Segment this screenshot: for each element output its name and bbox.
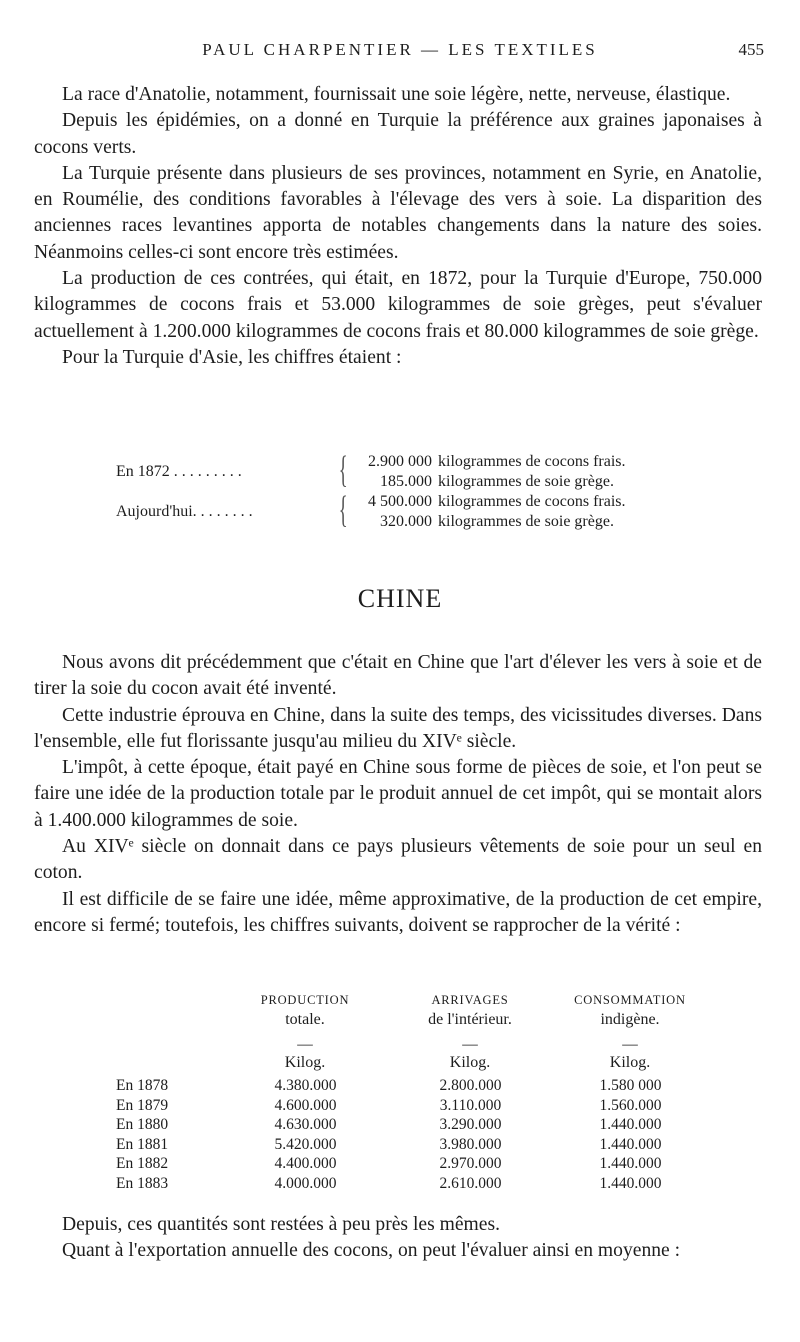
value: 4 500.000	[368, 493, 432, 510]
value-text: kilogrammes de soie grège.	[438, 473, 614, 490]
year-cell: En 1879	[116, 1096, 169, 1114]
column-caption: CONSOMMATION	[574, 993, 686, 1007]
paragraph: Depuis les épidémies, on a donné en Turquie la préférence aux graines japonaises à cocons verts.	[34, 110, 762, 158]
paragraph: La Turquie présente dans plusieurs de ses provinces, notamment en Syrie, en Anatolie, en Roumélie, des conditions favorables à l'élevage des vers à soie. La disparition des anciennes races levantines apporta de notables changements dans la nature des soies. Néanmoins celles-ci sont encore très estimées.	[34, 162, 762, 263]
column-dash: —	[297, 1036, 313, 1053]
table-row	[116, 449, 676, 492]
consommation-cell: 1.440.000	[599, 1116, 662, 1133]
consommation-cell: 1.580 000	[599, 1077, 662, 1094]
column-caption: ARRIVAGES	[431, 993, 509, 1007]
column-unit: Kilog.	[284, 1054, 326, 1071]
value-text: kilogrammes de cocons frais.	[438, 453, 626, 470]
consommation-cell: 1.440.000	[599, 1155, 662, 1172]
brace: {	[338, 489, 348, 531]
production-cell: 5.420.000	[274, 1135, 337, 1153]
intro-text	[34, 82, 762, 371]
year-cell: En 1880	[116, 1116, 169, 1133]
page-number: 455	[738, 40, 764, 59]
chine-text	[34, 650, 762, 939]
table-row	[116, 1174, 696, 1194]
section-title: CHINE	[357, 584, 443, 613]
column-header	[220, 990, 390, 1030]
brace: {	[338, 449, 348, 491]
column-dash: —	[462, 1036, 478, 1053]
production-cell: 4.400.000	[274, 1155, 337, 1172]
year-cell: En 1883	[116, 1174, 169, 1192]
paragraph: Pour la Turquie d'Asie, les chiffres étaient :	[62, 346, 402, 368]
consommation-cell: 1.560.000	[599, 1096, 662, 1114]
column-header	[385, 990, 555, 1030]
year-cell: En 1878	[116, 1077, 169, 1094]
paragraph: Nous avons dit précédemment que c'était en Chine que l'art d'élever les vers à soie et de tirer la soie du cocon avait été inventé.	[34, 652, 762, 700]
value-text: kilogrammes de soie grège.	[438, 513, 614, 530]
column-caption: PRODUCTION	[260, 993, 350, 1007]
production-cell: 4.630.000	[274, 1116, 337, 1133]
column-unit: Kilog.	[609, 1054, 651, 1071]
table-row	[116, 1135, 696, 1155]
column-unit: Kilog.	[449, 1054, 491, 1071]
paragraph: Il est difficile de se faire une idée, même approximative, de la production de cet empire, encore si fermé; toutefois, les chiffres suivants, doivent se rapprocher de la vérité :	[34, 888, 762, 936]
value: 2.900 000	[368, 453, 432, 470]
table-row	[116, 489, 676, 532]
column-subcaption: totale.	[285, 1011, 325, 1028]
arrivages-cell: 3.980.000	[439, 1135, 502, 1153]
value: 185.000	[380, 473, 432, 490]
arrivages-cell: 2.800.000	[439, 1077, 502, 1094]
table-row	[116, 1154, 696, 1174]
arrivages-cell: 2.970.000	[439, 1155, 502, 1172]
table-body	[116, 1076, 696, 1193]
table-row	[116, 1096, 696, 1116]
year-cell: En 1881	[116, 1135, 169, 1153]
production-cell: 4.380.000	[274, 1077, 337, 1094]
consommation-cell: 1.440.000	[599, 1174, 662, 1192]
column-subcaption: de l'intérieur.	[428, 1011, 512, 1028]
arrivages-cell: 3.290.000	[439, 1116, 502, 1133]
column-subcaption: indigène.	[600, 1011, 660, 1028]
paragraph: Depuis, ces quantités sont restées à peu près les mêmes.	[62, 1214, 501, 1235]
arrivages-cell: 2.610.000	[439, 1174, 502, 1192]
value-text: kilogrammes de cocons frais.	[438, 493, 626, 510]
running-title: PAUL CHARPENTIER — LES TEXTILES	[202, 40, 598, 59]
paragraph: Au XIVᵉ siècle on donnait dans ce pays plusieurs vêtements de soie pour un seul en coton.	[34, 836, 762, 884]
paragraph: L'impôt, à cette époque, était payé en Chine sous forme de pièces de soie, et l'on peut se faire une idée de la production totale par le produit annuel de cet impôt, qui se montait alors à 1.400.000 kilogrammes de soie.	[34, 757, 762, 831]
production-cell: 4.000.000	[274, 1174, 337, 1192]
row-label: En 1872 . . . . . . . . .	[116, 463, 242, 480]
column-header	[545, 990, 715, 1030]
closing-text	[34, 1212, 762, 1265]
running-header	[0, 40, 800, 64]
paragraph: La race d'Anatolie, notamment, fournissait une soie légère, nette, nerveuse, élastique.	[62, 84, 731, 105]
arrivages-cell: 3.110.000	[439, 1096, 502, 1114]
column-dash: —	[622, 1036, 638, 1053]
consommation-cell: 1.440.000	[599, 1135, 662, 1153]
table-row	[116, 1115, 696, 1135]
row-label: Aujourd'hui. . . . . . . .	[116, 503, 253, 520]
year-cell: En 1882	[116, 1155, 169, 1172]
table-row	[116, 1076, 696, 1096]
production-cell: 4.600.000	[274, 1096, 337, 1114]
value: 320.000	[380, 513, 432, 530]
turquie-asie-table	[116, 449, 676, 532]
paragraph: Quant à l'exportation annuelle des cocons, on peut l'évaluer ainsi en moyenne :	[62, 1240, 681, 1262]
paragraph: Cette industrie éprouva en Chine, dans la suite des temps, des vicissitudes diverses. Dans l'ensemble, elle fut florissante jusqu'au milieu du XIVᵉ siècle.	[34, 704, 762, 752]
paragraph: La production de ces contrées, qui était, en 1872, pour la Turquie d'Europe, 750.000 kilogrammes de cocons frais et 53.000 kilogrammes de soie grèges, peut s'évaluer actuellement à 1.200.000 kilogrammes de cocons frais et 80.000 kilogrammes de soie grège.	[34, 268, 762, 342]
